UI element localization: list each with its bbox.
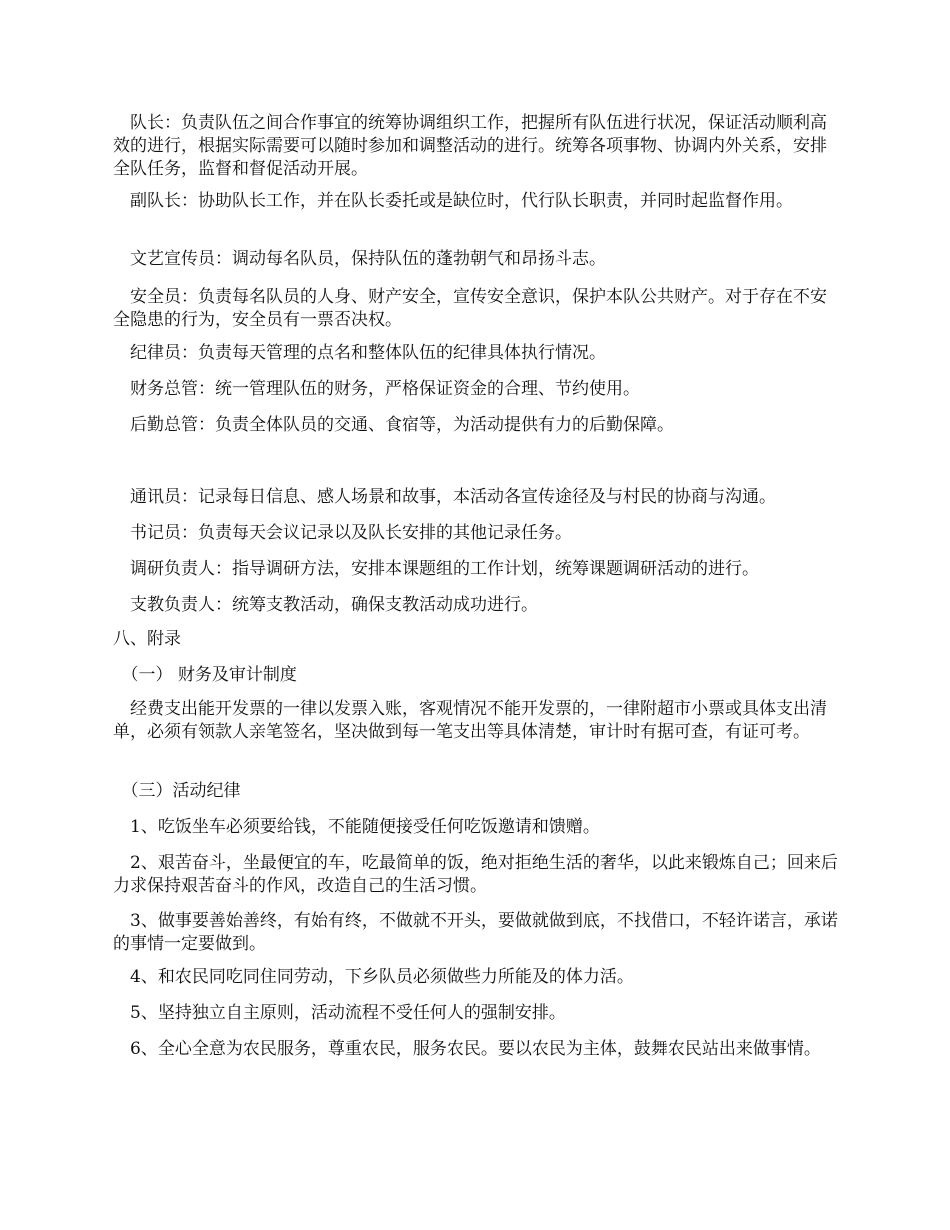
rule-item-4: 4、和农民同吃同住同劳动，下乡队员必须做些力所能及的体力活。 xyxy=(113,967,634,987)
section-heading-appendix: 八、附录 xyxy=(113,629,181,649)
paragraph-captain: 队长：负责队伍之间合作事宜的统筹协调组织工作，把握所有队伍进行状况，保证活动顺利高效的进行，根据实际需要可以随时参加和调整活动的进行。统筹各项事物、协调内外关系，安排全队任务，监督和督促活动开展。 xyxy=(113,113,827,179)
rule-item-1: 1、吃饭坐车必须要给钱，不能随便接受任何吃饭邀请和馈赠。 xyxy=(113,817,600,837)
paragraph-safety: 安全员：负责每名队员的人身、财产安全，宣传安全意识，保护本队公共财产。对于存在不安全隐患的行为，安全员有一票否决权。 xyxy=(113,287,827,330)
rule-item-6: 6、全心全意为农民服务，尊重农民，服务农民。要以农民为主体，鼓舞农民站出来做事情。 xyxy=(113,1039,821,1059)
rule-item-3: 3、做事要善始善终，有始有终，不做就不开头，要做就做到底，不找借口，不轻许诺言，承诺的事情一定要做到。 xyxy=(113,911,838,954)
paragraph-logistics: 后勤总管：负责全体队员的交通、食宿等，为活动提供有力的后勤保障。 xyxy=(113,415,674,435)
paragraph-finance: 财务总管：统一管理队伍的财务，严格保证资金的合理、节约使用。 xyxy=(113,379,640,399)
paragraph-correspondent: 通讯员：记录每日信息、感人场景和故事，本活动各宣传途径及与村民的协商与沟通。 xyxy=(113,487,776,507)
paragraph-expense-policy: 经费支出能开发票的一律以发票入账，客观情况不能开发票的，一律附超市小票或具体支出清单，必须有领款人亲笔签名，坚决做到每一笔支出等具体清楚，审计时有据可查，有证可考。 xyxy=(113,699,827,742)
paragraph-publicity: 文艺宣传员：调动每名队员，保持队伍的蓬勃朝气和昂扬斗志。 xyxy=(113,249,606,269)
paragraph-discipline: 纪律员：负责每天管理的点名和整体队伍的纪律具体执行情况。 xyxy=(113,343,606,363)
paragraph-vice-captain: 副队长：协助队长工作，并在队长委托或是缺位时，代行队长职责，并同时起监督作用。 xyxy=(113,191,793,211)
subheading-finance-audit: （一） 财务及审计制度 xyxy=(113,665,297,685)
rule-item-2: 2、艰苦奋斗，坐最便宜的车，吃最简单的饭，绝对拒绝生活的奢华，以此来锻炼自己；回来后力求保持艰苦奋斗的作风，改造自己的生活习惯。 xyxy=(113,853,838,896)
paragraph-research-lead: 调研负责人：指导调研方法，安排本课题组的工作计划，统筹课题调研活动的进行。 xyxy=(113,559,759,579)
subheading-activity-rules: （三）活动纪律 xyxy=(113,781,241,801)
rule-item-5: 5、坚持独立自主原则，活动流程不受任何人的强制安排。 xyxy=(113,1003,566,1023)
paragraph-secretary: 书记员：负责每天会议记录以及队长安排的其他记录任务。 xyxy=(113,523,572,543)
paragraph-teaching-lead: 支教负责人：统筹支教活动，确保支教活动成功进行。 xyxy=(113,595,538,615)
